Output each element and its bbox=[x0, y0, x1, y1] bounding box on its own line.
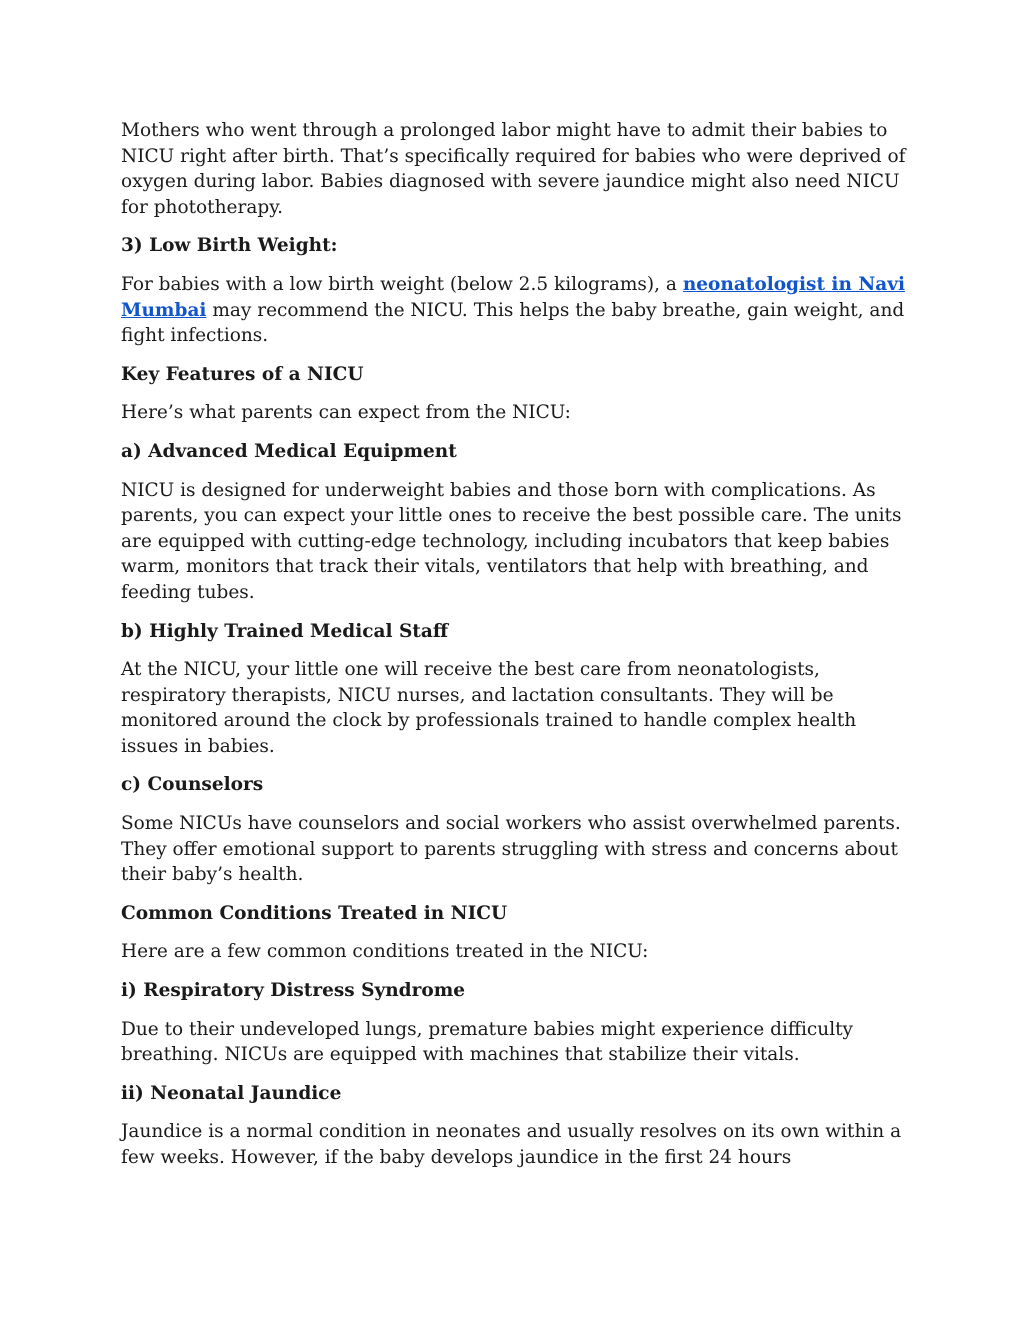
counselors-paragraph: Some NICUs have counselors and social workers who assist overwhelmed parents. They offer emotional support to parents struggling with stress and concerns about their baby’s health. bbox=[121, 813, 901, 886]
heading-key-features: Key Features of a NICU bbox=[121, 363, 364, 385]
low-birth-weight-text-before: For babies with a low birth weight (below 2.5 kilograms), a bbox=[121, 273, 683, 295]
low-birth-weight-text-after: may recommend the NICU. This helps the baby breathe, gain weight, and fight infections. bbox=[121, 299, 905, 347]
key-features-paragraph: Here’s what parents can expect from the NICU: bbox=[121, 402, 571, 424]
document-page bbox=[121, 118, 911, 1184]
heading-staff: b) Highly Trained Medical Staff bbox=[121, 620, 449, 642]
intro-paragraph: Mothers who went through a prolonged labor might have to admit their babies to NICU right after birth. That’s specifically required for babies who were deprived of oxygen during labor. Babies diagnosed with severe jaundice might also need NICU for phototherapy. bbox=[121, 120, 906, 218]
rds-paragraph: Due to their undeveloped lungs, premature babies might experience difficulty breathing. NICUs are equipped with machines that stabilize their vitals. bbox=[121, 1018, 853, 1066]
heading-counselors: c) Counselors bbox=[121, 774, 264, 796]
heading-low-birth-weight: 3) Low Birth Weight: bbox=[121, 235, 338, 257]
low-birth-weight-paragraph bbox=[121, 272, 911, 349]
heading-conditions: Common Conditions Treated in NICU bbox=[121, 902, 508, 924]
heading-equipment: a) Advanced Medical Equipment bbox=[121, 440, 457, 462]
neonatologist-link[interactable]: neonatologist in Navi Mumbai bbox=[121, 273, 906, 321]
conditions-paragraph: Here are a few common conditions treated in the NICU: bbox=[121, 941, 649, 963]
staff-paragraph: At the NICU, your little one will receive the best care from neonatologists, respiratory therapists, NICU nurses, and lactation consultants. They will be monitored around the clock by professionals trained to handle complex health issues in babies. bbox=[121, 659, 857, 757]
equipment-paragraph: NICU is designed for underweight babies and those born with complications. As parents, you can expect your little ones to receive the best possible care. The units are equipped with cutting-edge technology, including incubators that keep babies warm, monitors that track their vitals, ventilators that help with breathing, and feeding tubes. bbox=[121, 479, 902, 603]
heading-rds: i) Respiratory Distress Syndrome bbox=[121, 980, 466, 1002]
heading-jaundice: ii) Neonatal Jaundice bbox=[121, 1082, 342, 1104]
jaundice-paragraph: Jaundice is a normal condition in neonates and usually resolves on its own within a few weeks. However, if the baby develops jaundice in the first 24 hours bbox=[121, 1121, 902, 1168]
